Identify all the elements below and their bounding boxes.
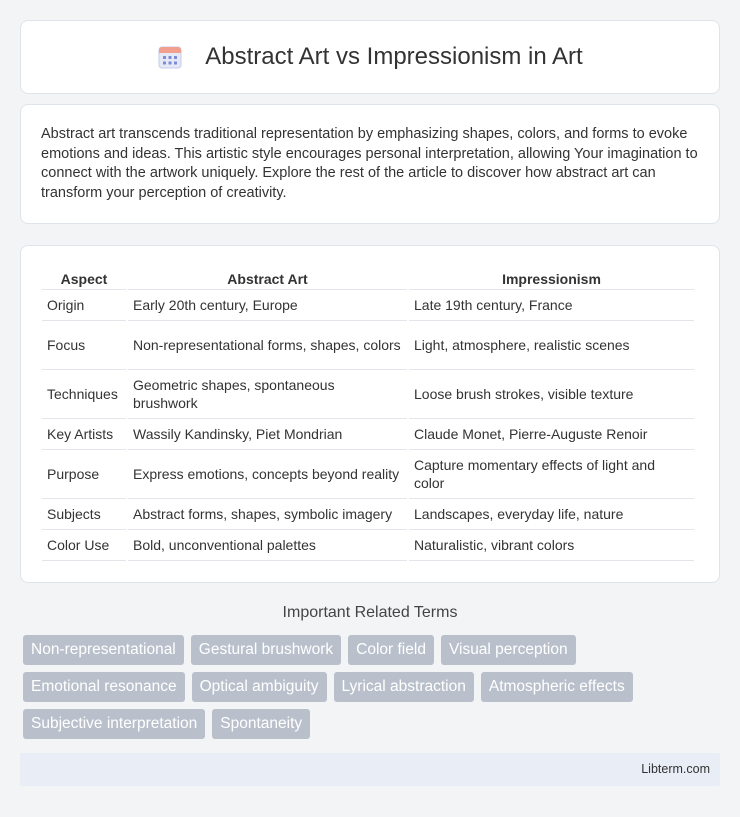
- term-tag[interactable]: Spontaneity: [212, 709, 310, 739]
- table-row: [42, 419, 694, 450]
- table-cell: Capture momentary effects of light and color: [409, 450, 694, 499]
- table-cell: Claude Monet, Pierre-Auguste Renoir: [409, 419, 694, 450]
- table-cell: Purpose: [42, 450, 126, 499]
- table-header-abstract-art: Abstract Art: [128, 266, 407, 290]
- table-row: [42, 499, 694, 530]
- table-cell: Early 20th century, Europe: [128, 290, 407, 321]
- table-header-impressionism: Impressionism: [409, 266, 694, 290]
- term-tag[interactable]: Atmospheric effects: [481, 672, 633, 702]
- table-cell: Wassily Kandinsky, Piet Mondrian: [128, 419, 407, 450]
- term-tag[interactable]: Gestural brushwork: [191, 635, 341, 665]
- table-cell: Bold, unconventional palettes: [128, 530, 407, 561]
- term-tag[interactable]: Emotional resonance: [23, 672, 185, 702]
- related-terms-title: Important Related Terms: [282, 604, 458, 621]
- table-cell: Origin: [42, 290, 126, 321]
- table-cell: Express emotions, concepts beyond reality: [128, 450, 407, 499]
- table-cell: Light, atmosphere, realistic scenes: [409, 321, 694, 370]
- table-cell: Abstract forms, shapes, symbolic imagery: [128, 499, 407, 530]
- table-cell: Key Artists: [42, 419, 126, 450]
- term-tag[interactable]: Lyrical abstraction: [334, 672, 474, 702]
- table-cell: Naturalistic, vibrant colors: [409, 530, 694, 561]
- calendar-grid-icon: [157, 44, 183, 70]
- title-card: [20, 20, 720, 94]
- intro-text: Abstract art transcends traditional representation by emphasizing shapes, colors, and forms to evoke emotions and ideas. This artistic style encourages personal interpretation, allowing Your imagination to connect with the artwork uniquely. Explore the rest of the article to discover how abstract art can transform your perception of creativity.: [41, 126, 698, 201]
- table-row: [42, 290, 694, 321]
- table-cell: Geometric shapes, spontaneous brushwork: [128, 370, 407, 419]
- term-tag[interactable]: Optical ambiguity: [192, 672, 327, 702]
- table-cell: Subjects: [42, 499, 126, 530]
- table-cell: Techniques: [42, 370, 126, 419]
- related-terms-tags: [23, 635, 713, 746]
- footer: [20, 753, 720, 786]
- intro-card: [20, 104, 720, 224]
- term-tag[interactable]: Non-representational: [23, 635, 184, 665]
- table-cell: Non-representational forms, shapes, colors: [128, 321, 407, 370]
- table-cell: Late 19th century, France: [409, 290, 694, 321]
- comparison-table: [40, 266, 696, 561]
- table-cell: Landscapes, everyday life, nature: [409, 499, 694, 530]
- table-row: [42, 530, 694, 561]
- term-tag[interactable]: Color field: [348, 635, 434, 665]
- term-tag[interactable]: Subjective interpretation: [23, 709, 205, 739]
- table-row: [42, 321, 694, 370]
- table-cell: Loose brush strokes, visible texture: [409, 370, 694, 419]
- term-tag[interactable]: Visual perception: [441, 635, 576, 665]
- table-row: [42, 370, 694, 419]
- table-cell: Color Use: [42, 530, 126, 561]
- comparison-table-card: [20, 245, 720, 583]
- table-row: [42, 450, 694, 499]
- page-title: Abstract Art vs Impressionism in Art: [205, 43, 583, 70]
- footer-site-link[interactable]: Libterm.com: [641, 762, 710, 776]
- table-cell: Focus: [42, 321, 126, 370]
- table-header-aspect: Aspect: [42, 266, 126, 290]
